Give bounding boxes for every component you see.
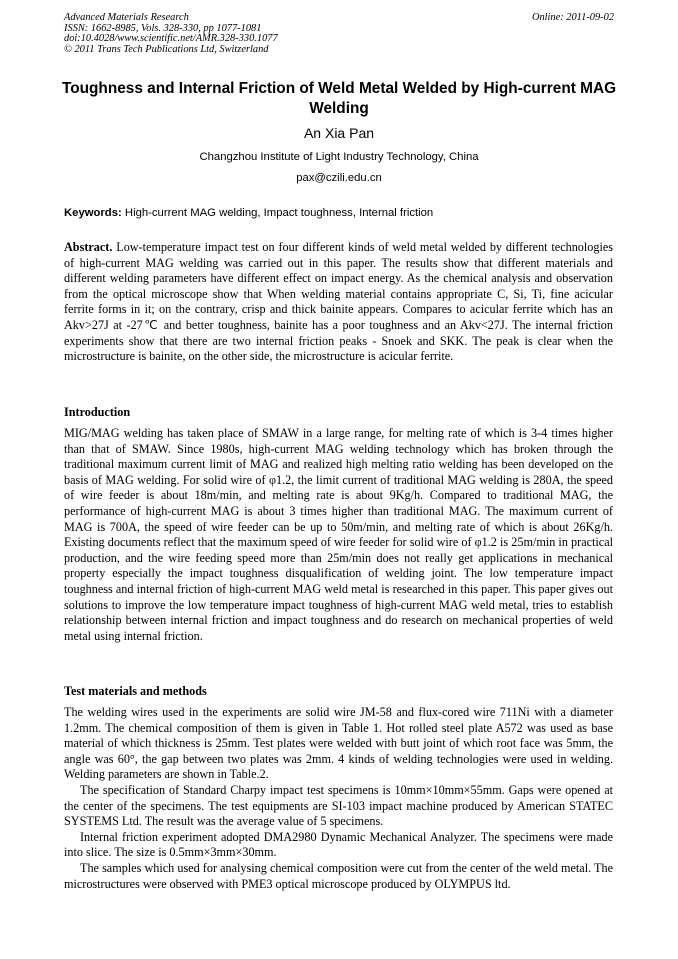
methods-heading: Test materials and methods [64,684,207,698]
online-date: Online: 2011-09-02 [531,12,614,23]
paper-title: Toughness and Internal Friction of Weld Metal Welded by High-current MAG Welding [61,80,617,117]
author-name: An Xia Pan [303,125,375,141]
keywords-line [64,206,616,220]
introduction-section [64,426,613,644]
copyright-line: © 2011 Trans Tech Publications Ltd, Switzerland [64,43,269,55]
abstract-text: Low-temperature impact test on four different kinds of weld metal welded by different technologies of high-current MAG welding was carried out in this paper. The results show that different materials and different welding parameters have different effect on impact energy. As the chemical analysis and observation from the optical microscope show that When welding material contains appropriate C, Si, Ti, fine acicular ferrite forms in it; on the contrary, crisp and thick bainite appears. Compares to acicular ferrite which has an Akv>27J at -27℃ and better toughness, bainite has a poor toughness and an Akv<27J. The internal friction experiments show that there are two internal friction peaks - Snoek and SKK. The peak is clear when the microstructure is bainite, on the other side, the microstructure is acicular ferrite. [64,240,614,364]
methods-paragraph-4: The samples which used for analysing chemical composition were cut from the center of the weld metal. The microstructures were observed with PME3 optical microscope produced by OLYMPUS ltd. [64,860,613,891]
abstract-label: Abstract. [64,240,113,254]
methods-paragraph-1: The welding wires used in the experiments are solid wire JM-58 and flux-cored wire 711Ni with a diameter 1.2mm. The chemical composition of them is given in Table 1. Hot rolled steel plate A572 was used as base material of which thickness is 25mm. Test plates were welded with butt joint of which root face was 5mm, the angle was 60°, the gap between two plates was 2mm. 4 kinds of welding technologies were used in welding. Welding parameters are shown in Table.2. [64,705,613,782]
journal-header [64,13,278,55]
author-email: pax@czili.edu.cn [296,172,382,184]
methods-paragraph-3: Internal friction experiment adopted DMA2980 Dynamic Mechanical Analyzer. The specimens were made into slice. The size is 0.5mm×3mm×30mm. [64,829,613,860]
journal-name: Advanced Materials Research [64,12,189,23]
affiliation: Changzhou Institute of Light Industry Technology, China [199,151,479,163]
keywords-text: High-current MAG welding, Impact toughness, Internal friction [124,207,434,219]
abstract-section [64,240,613,365]
issn-line: ISSN: 1662-8985, Vols. 328-330, pp 1077-1081 [64,22,262,34]
introduction-heading: Introduction [64,405,131,419]
introduction-text: MIG/MAG welding has taken place of SMAW in a large range, for melting rate of which is 3-4 times higher than that of SMAW. Since 1980s, high-current MAG welding technology which has broken through the traditional maximum current limit of MAG and realized high melting ratio welding has been developed on the basis of MAG welding. For solid wire of φ1.2, the limit current of traditional MAG welding is 280A, the speed of wire feeder is about 18m/min, and melting rate is about 9Kg/h. Compared to traditional MAG, the performance of high-current MAG is about 3 times higher than traditional MAG. The maximum current of MAG is 700A, the speed of wire feeder can be up to 50m/min, and melting rate of which is about 26Kg/h. Existing documents reflect that the maximum speed of wire feeder for solid wire of φ1.2 is 25m/min in practical production, and the wire feeding speed more than 25m/min does not really get applications in mechanical property especially the impact toughness disqualification of welding joint. The low temperature impact toughness and internal friction of high-current MAG weld metal is researched in this paper. This paper gives out solutions to improve the low temperature impact toughness of high-current MAG weld metal, tries to establish relationship between internal friction and impact toughness and do research on mechanical properties of weld metal using internal friction. [64,426,613,643]
methods-section [64,705,613,892]
doi-line: doi:10.4028/www.scientific.net/AMR.328-330.1077 [64,33,278,45]
methods-paragraph-2: The specification of Standard Charpy impact test specimens is 10mm×10mm×55mm. Gaps were opened at the center of the specimens. The test equipments are SI-103 impact machine produced by American STATEC SYSTEMS Ltd. The result was the average value of 5 specimens. [64,782,613,829]
keywords-label: Keywords: [64,207,122,219]
